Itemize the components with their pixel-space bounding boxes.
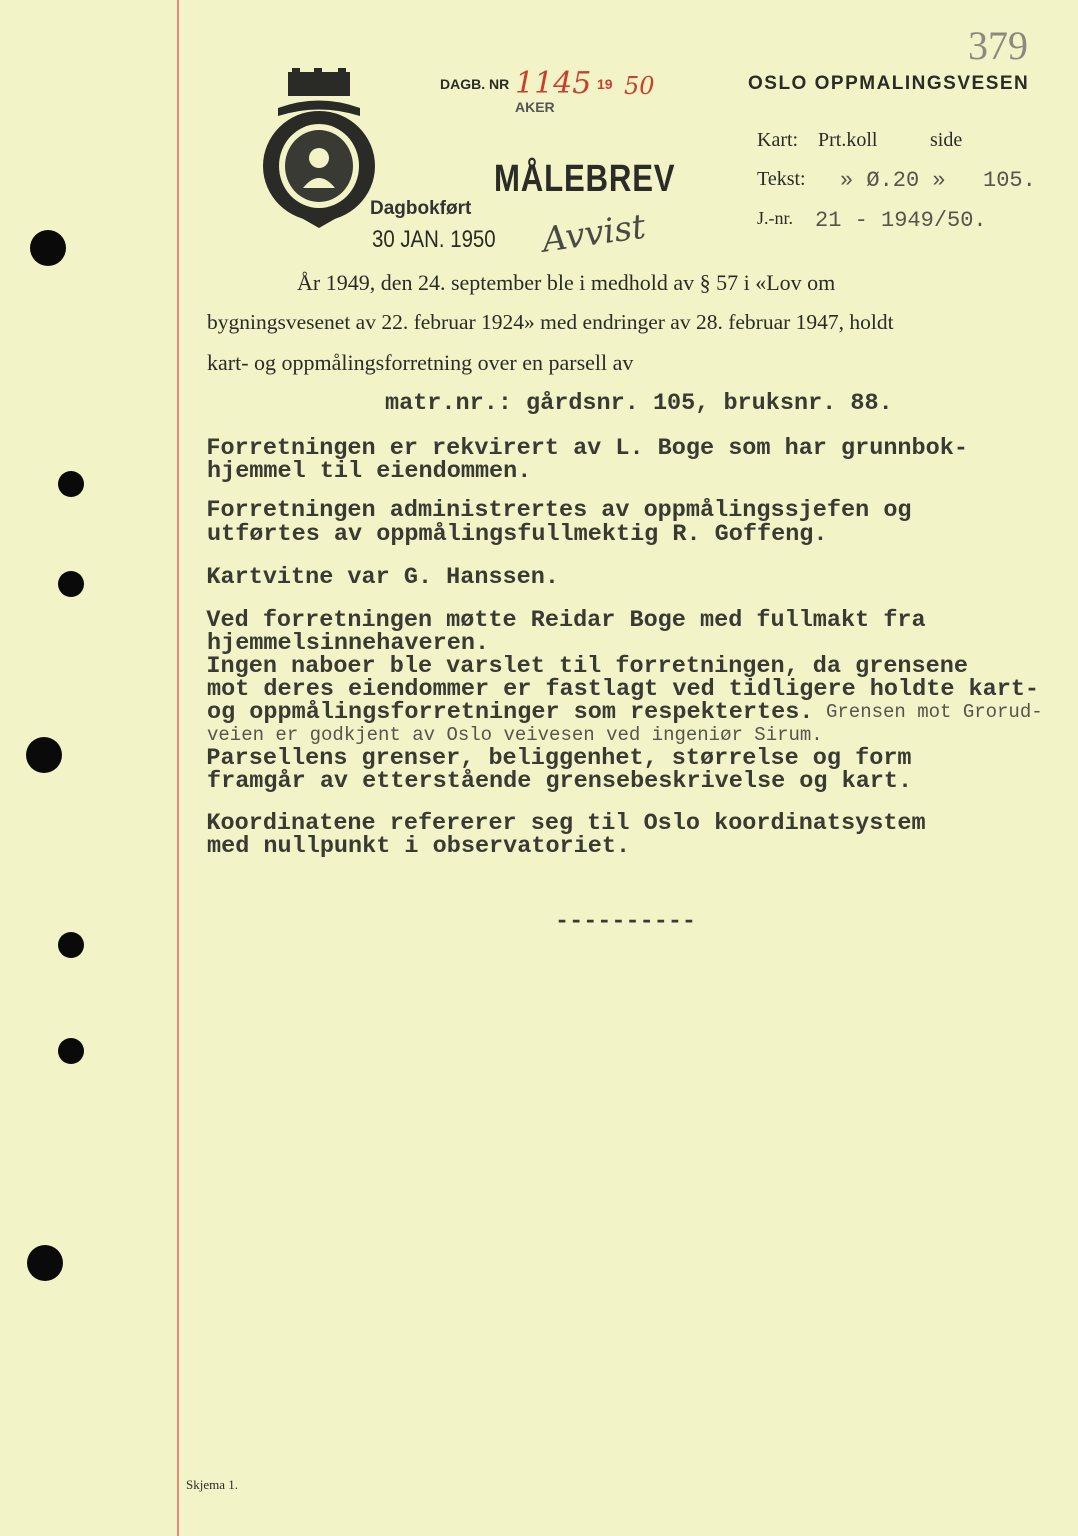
office-name: OSLO OPPMALINGSVESEN	[748, 73, 1030, 94]
typed-line: Parsellens grenser, beliggenhet, størrelse og form	[150, 745, 912, 772]
typed-line: hjemmel til eiendommen.	[207, 458, 532, 485]
tekst-label: Tekst:	[757, 168, 806, 190]
dagb-year: 50	[624, 72, 655, 100]
side-label: side	[930, 129, 963, 151]
typed-line: Forretningen administrertes av oppmålingssjefen og	[150, 497, 912, 524]
matr-line: matr.nr.: gårdsnr. 105, bruksnr. 88.	[385, 390, 893, 417]
punch-hole	[58, 471, 84, 497]
jnr-label: J.-nr.	[757, 208, 793, 228]
separator: ----------	[555, 908, 697, 935]
punch-hole	[58, 571, 84, 597]
intro-line: bygningsvesenet av 22. februar 1924» med endringer av 28. februar 1947, holdt	[207, 310, 894, 334]
typed-line: mot deres eiendommer er fastlagt ved tidligere holdte kart-	[207, 676, 1040, 703]
tekst-value: » Ø.20 »	[840, 168, 946, 193]
typed-line: Forretningen er rekvirert av L. Boge som har grunnbok-	[150, 435, 968, 462]
jnr-value: 21 - 1949/50.	[815, 208, 987, 233]
typed-line: Ved forretningen møtte Reidar Boge med fullmakt fra	[150, 607, 926, 634]
intro-line: kart- og oppmålingsforretning over en parsell av	[207, 350, 634, 375]
typed-line: framgår av etterstående grensebeskrivelse og kart.	[207, 768, 913, 795]
oslo-crest-logo	[258, 68, 380, 228]
aker-label: AKER	[515, 99, 555, 115]
typed-line: med nullpunkt i observatoriet.	[207, 833, 631, 860]
kart-value: Prt.koll	[818, 129, 878, 151]
punch-hole	[30, 230, 66, 266]
stamp-date: 30 JAN. 1950	[372, 226, 496, 253]
kart-label: Kart:	[757, 129, 799, 151]
typed-line: utførtes av oppmålingsfullmektig R. Goffeng.	[207, 521, 828, 548]
typed-line: Koordinatene refererer seg til Oslo koordinatsystem	[150, 810, 926, 837]
stamp-label: Dagbokført	[370, 198, 472, 219]
page-title: MÅLEBREV	[494, 158, 676, 200]
punch-hole	[58, 932, 84, 958]
punch-hole	[58, 1038, 84, 1064]
typed-line: hjemmelsinnehaveren.	[207, 630, 490, 657]
signature: Avvist	[539, 206, 648, 261]
form-label: Skjema 1.	[186, 1477, 238, 1492]
typed-line: og oppmålingsforretninger som respektertes.	[207, 699, 814, 726]
inserted-line: veien er godkjent av Oslo veivesen ved ingeniør Sirum.	[207, 724, 823, 746]
dagb-label: DAGB. NR	[440, 76, 510, 92]
dagb-number: 1145	[515, 66, 592, 101]
tekst-side: 105.	[983, 168, 1036, 193]
typed-line: Ingen naboer ble varslet til forretningen, da grensene	[150, 653, 968, 680]
inserted-line: Grensen mot Grorud-	[826, 701, 1043, 723]
intro-line: År 1949, den 24. september ble i medhold av § 57 i «Lov om	[297, 270, 836, 295]
punch-hole	[27, 1245, 63, 1281]
typed-line: Kartvitne var G. Hanssen.	[150, 564, 559, 591]
page-number: 379	[968, 23, 1028, 68]
dagb-year-prefix: 19	[597, 76, 613, 92]
punch-hole	[26, 737, 62, 773]
